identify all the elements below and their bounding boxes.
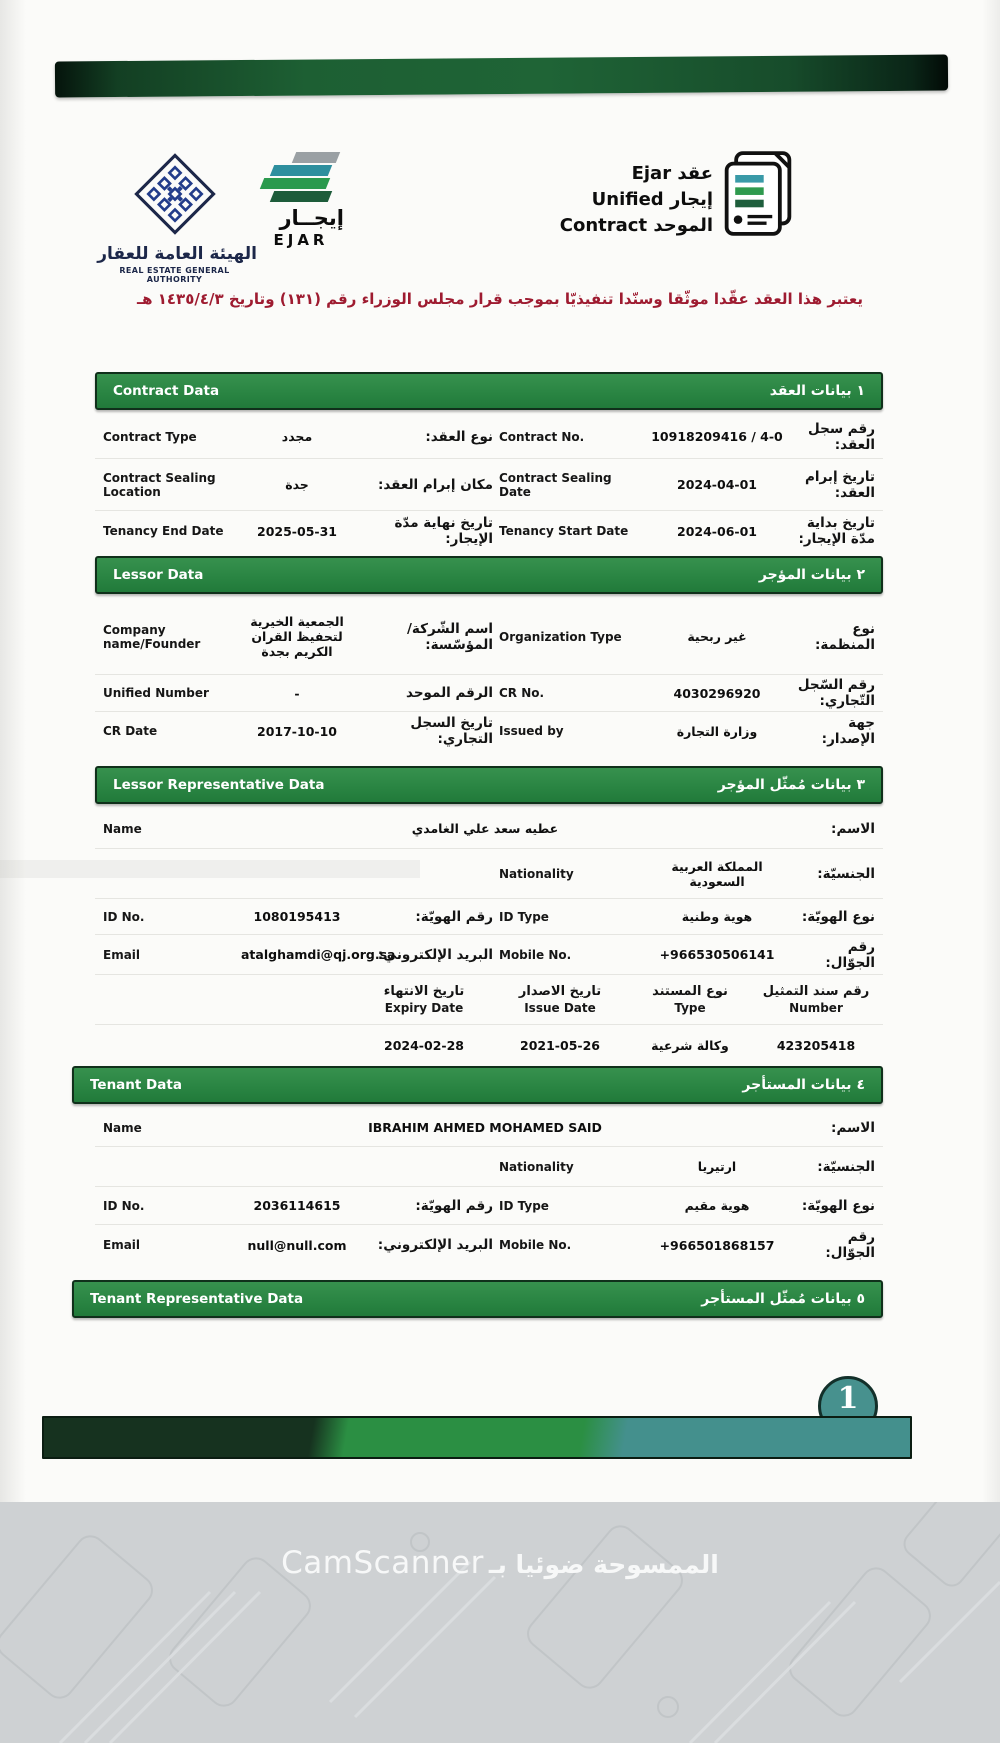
- field-label-ar: الجنسيّة:: [817, 1158, 875, 1175]
- lessor-representative-section: [95, 766, 883, 1065]
- field-label-en: Contract No.: [499, 429, 585, 444]
- field-label-en: ID No.: [103, 909, 145, 924]
- ejar-stripes-icon: [258, 152, 344, 202]
- ejar-name-english: EJAR: [273, 231, 329, 249]
- scan-edge-shadow-left: [0, 0, 26, 1502]
- field-value: 2021-05-26: [520, 1037, 600, 1053]
- title-line-2: إيجار Unified: [591, 189, 713, 210]
- field-label-ar: الجنسيّة:: [817, 865, 875, 882]
- section-title-ar: ٣ بيانات مُمثّل المؤجر: [717, 777, 865, 793]
- field-label-en: Email: [103, 1238, 141, 1252]
- field-label-ar: نوع العقد:: [425, 428, 493, 445]
- field-value: 1080195413: [253, 909, 341, 924]
- field-label-en: Contract Sealing Location: [103, 470, 216, 499]
- lessor-data-bar: [95, 556, 883, 594]
- table-row: [95, 459, 883, 511]
- field-label-en: Organization Type: [499, 629, 622, 644]
- field-value: عطيه سعد علي الغامدي: [411, 821, 559, 836]
- field-label-ar: نوع الهويّة:: [801, 908, 875, 925]
- doc-column-header: تاريخ الانتهاء Expiry Date: [383, 984, 465, 1015]
- field-label-ar: جهة الإصدار:: [821, 715, 875, 747]
- doc-column-header: نوع المستند Type: [652, 984, 728, 1015]
- tenant-representative-bar: [72, 1280, 883, 1318]
- field-label-ar: نوع الهويّة:: [801, 1197, 875, 1214]
- field-value: 2025-05-31: [257, 523, 337, 539]
- field-label-ar: تاريخ نهاية مدّة الإيجار:: [394, 515, 493, 547]
- doc-column-header: رقم سند التمثيل Number: [762, 984, 870, 1015]
- field-value: وزارة التجارة: [676, 723, 758, 739]
- ejar-name-arabic: إيجــار: [279, 206, 344, 230]
- field-label-ar: رقم السّجل التّجاري:: [797, 677, 875, 709]
- field-value: الجمعية الخيرية لتحفيظ القران الكريم بجدة: [250, 614, 344, 659]
- page-number: 1: [837, 1381, 859, 1416]
- field-label-en: Contract Sealing Date: [499, 470, 612, 499]
- ejar-logo: [258, 152, 344, 249]
- rega-logo: [92, 150, 257, 284]
- field-value: ارتيريا: [697, 1159, 737, 1174]
- camscanner-caption-arabic: الممسوحة ضوئيا بـ: [488, 1550, 719, 1579]
- field-label-ar: البريد الإلكتروني:: [377, 1237, 493, 1253]
- field-label-ar: تاريخ السجل التجاري:: [410, 715, 493, 747]
- tenant-data-bar: [72, 1066, 883, 1104]
- field-label-ar: تاريخ إبرام العقد:: [804, 468, 875, 501]
- section-title-en: Tenant Representative Data: [90, 1291, 304, 1307]
- field-label-en: Contract Type: [103, 429, 197, 444]
- field-value: IBRAHIM AHMED MOHAMED SAID: [368, 1120, 602, 1135]
- field-label-en: Tenancy Start Date: [499, 524, 629, 538]
- scan-edge-shadow-right: [982, 0, 1000, 1502]
- field-label-en: Nationality: [499, 866, 574, 881]
- field-value: وكالة شرعية: [651, 1037, 729, 1053]
- table-row: [95, 1109, 883, 1147]
- field-label-ar: رقم الهويّة:: [415, 1197, 493, 1214]
- section-title-ar: ١ بيانات العقد: [769, 383, 865, 399]
- contract-data-bar: [95, 372, 883, 410]
- field-label-en: Mobile No.: [499, 1238, 572, 1252]
- lessor-representative-bar: [95, 766, 883, 804]
- contract-document-icon: [720, 148, 796, 244]
- field-label-en: ID Type: [499, 1198, 549, 1213]
- field-label-en: Unified Number: [103, 686, 209, 700]
- field-label-ar: رقم سجل العقد:: [808, 420, 875, 453]
- field-value: هوية وطنية: [681, 909, 753, 924]
- field-label-en: ID Type: [499, 909, 549, 924]
- field-label-en: Mobile No.: [499, 947, 572, 962]
- table-row: [95, 675, 883, 712]
- representation-doc-value-row: [95, 1025, 883, 1065]
- field-value: مجدد: [281, 429, 313, 444]
- legal-notice-line: يعتبر هذا العقد عقّدا موثّقا وسنّدا تنفيذيّا بموجب قرار مجلس الوزراء رقم (١٣١) وتاريخ ١٤٣٥/٤/٣ هـ: [136, 290, 863, 308]
- title-line-3: الموحد Contract: [559, 215, 713, 236]
- section-title-en: Contract Data: [113, 383, 220, 399]
- contract-data-section: [95, 372, 883, 551]
- field-label-ar: مكان إبرام العقد:: [377, 476, 493, 493]
- representation-doc-header-row: [95, 975, 883, 1025]
- doc-column-header: تاريخ الاصدار Issue Date: [518, 984, 602, 1015]
- field-value: 2036114615: [253, 1198, 341, 1213]
- camscanner-caption: [0, 1545, 1000, 1581]
- lessor-data-section: [95, 556, 883, 750]
- field-label-ar: رقم الجوّال:: [825, 938, 875, 971]
- field-value: -: [294, 685, 300, 701]
- field-label-en: Company name/Founder: [103, 622, 201, 651]
- tenant-representative-section: [90, 1280, 883, 1323]
- rega-diamond-icon: [130, 150, 220, 238]
- field-label-ar: الرقم الموحد: [406, 685, 493, 701]
- field-label-en: Tenancy End Date: [103, 524, 224, 538]
- field-value: +966530506141: [659, 947, 775, 962]
- watermark-pattern: [0, 1502, 1000, 1743]
- field-label-ar: تاريخ بداية مدّة الإيجار:: [798, 515, 875, 547]
- field-label-en: Name: [103, 821, 142, 836]
- field-value: المملكة العربية السعودية: [671, 858, 763, 889]
- field-value: جدة: [285, 477, 309, 492]
- table-row: [95, 1225, 883, 1265]
- section-title-ar: ٢ بيانات المؤجر: [758, 567, 865, 583]
- table-row: [95, 809, 883, 849]
- field-label-en: Nationality: [499, 1159, 574, 1174]
- field-value: 2017-10-10: [257, 723, 337, 739]
- field-value: +966501868157: [659, 1237, 775, 1253]
- title-line-1: عقد Ejar: [631, 163, 713, 184]
- footer-gradient-bar: [42, 1416, 912, 1459]
- field-label-ar: الاسم:: [831, 820, 875, 837]
- field-label-en: Email: [103, 947, 141, 962]
- table-row: [95, 712, 883, 750]
- field-label-en: CR Date: [103, 724, 158, 738]
- camscanner-watermark-zone: [0, 1502, 1000, 1743]
- section-title-en: Lessor Representative Data: [113, 777, 325, 793]
- field-label-en: CR No.: [499, 686, 545, 700]
- table-row: [95, 1147, 883, 1187]
- field-value: 4030296920: [673, 685, 761, 701]
- field-label-en: ID No.: [103, 1198, 145, 1213]
- table-row: [95, 511, 883, 551]
- field-label-ar: اسم الشّركة/المؤسّسة:: [407, 620, 493, 653]
- field-label-ar: رقم الهويّة:: [415, 908, 493, 925]
- section-title-ar: ٥ بيانات مُمثّل المستأجر: [701, 1291, 865, 1307]
- table-row: [95, 899, 883, 935]
- field-value: atalghamdi@qj.org.sa: [241, 947, 396, 962]
- rega-name-arabic: الهيئة العامة للعقار: [97, 244, 257, 264]
- field-value: 2024-04-01: [677, 477, 757, 492]
- document-title: [553, 161, 713, 239]
- field-value: 10918209416 / 4-0: [651, 429, 783, 444]
- field-value: null@null.com: [247, 1237, 347, 1253]
- field-value: 2024-02-28: [384, 1037, 464, 1053]
- camscanner-caption-brand: CamScanner: [281, 1545, 484, 1581]
- field-label-ar: البريد الإلكتروني:: [377, 946, 493, 963]
- field-value: غير ربحية: [687, 629, 747, 644]
- table-row: [95, 935, 883, 975]
- field-value: هوية مقيم: [684, 1198, 750, 1213]
- section-title-en: Tenant Data: [90, 1077, 182, 1093]
- table-row: [95, 849, 883, 899]
- table-row: [95, 599, 883, 675]
- table-row: [95, 415, 883, 459]
- field-value: 423205418: [776, 1037, 856, 1053]
- field-label-en: Name: [103, 1120, 142, 1135]
- field-value: 2024-06-01: [677, 523, 757, 539]
- rega-name-english: REAL ESTATE GENERAL AUTHORITY: [119, 266, 230, 284]
- field-label-ar: رقم الجوّال:: [825, 1229, 875, 1261]
- top-green-bar: [55, 54, 948, 97]
- field-label-ar: الاسم:: [831, 1119, 875, 1136]
- tenant-data-section: [90, 1066, 883, 1265]
- section-title-en: Lessor Data: [113, 567, 204, 583]
- section-title-ar: ٤ بيانات المستأجر: [742, 1077, 865, 1093]
- table-row: [95, 1187, 883, 1225]
- field-label-ar: نوع المنظمة:: [814, 620, 875, 653]
- field-label-en: Issued by: [499, 724, 564, 738]
